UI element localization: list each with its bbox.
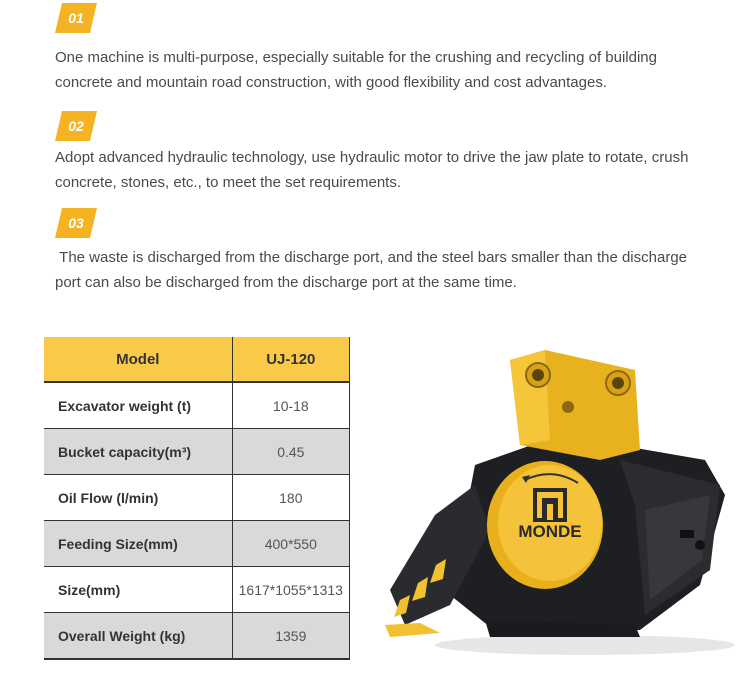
spec-table [44, 337, 350, 660]
row-key: Excavator weight (t) [44, 382, 232, 429]
header-value: UJ-120 [232, 337, 349, 382]
row-value: 10-18 [232, 382, 349, 429]
table-row [44, 429, 350, 475]
row-value: 400*550 [232, 521, 349, 567]
crusher-bucket-image [380, 345, 740, 665]
feature-number: 03 [68, 215, 84, 231]
feature-text: The waste is discharged from the discharge port, and the steel bars smaller than the discharge port can also be discharged from the discharge port at the same time. [55, 249, 692, 291]
feature-badge-03 [55, 208, 97, 238]
spec-table-header [44, 337, 350, 382]
row-value: 0.45 [232, 429, 349, 475]
table-row [44, 382, 350, 429]
row-key: Oil Flow (l/min) [44, 475, 232, 521]
row-key: Size(mm) [44, 567, 232, 613]
feature-text: Adopt advanced hydraulic technology, use hydraulic motor to drive the jaw plate to rotate, crush concrete, stones, etc., to meet the set requirements. [55, 149, 689, 191]
row-key: Overall Weight (kg) [44, 613, 232, 660]
row-key: Feeding Size(mm) [44, 521, 232, 567]
feature-number: 02 [68, 118, 84, 134]
feature-text: One machine is multi-purpose, especially suitable for the crushing and recycling of building concrete and mountain road construction, with good flexibility and cost advantages. [55, 49, 657, 91]
table-row [44, 521, 350, 567]
table-row [44, 567, 350, 613]
brand-label: MONDE [518, 522, 582, 541]
feature-badge-02 [55, 111, 97, 141]
row-key: Bucket capacity(m³) [44, 429, 232, 475]
feature-number: 01 [68, 10, 84, 26]
table-row [44, 613, 350, 660]
header-key: Model [44, 337, 232, 382]
table-row [44, 475, 350, 521]
feature-badge-01 [55, 3, 97, 33]
row-value: 1359 [232, 613, 349, 660]
row-value: 1617*1055*1313 [232, 567, 349, 613]
row-value: 180 [232, 475, 349, 521]
